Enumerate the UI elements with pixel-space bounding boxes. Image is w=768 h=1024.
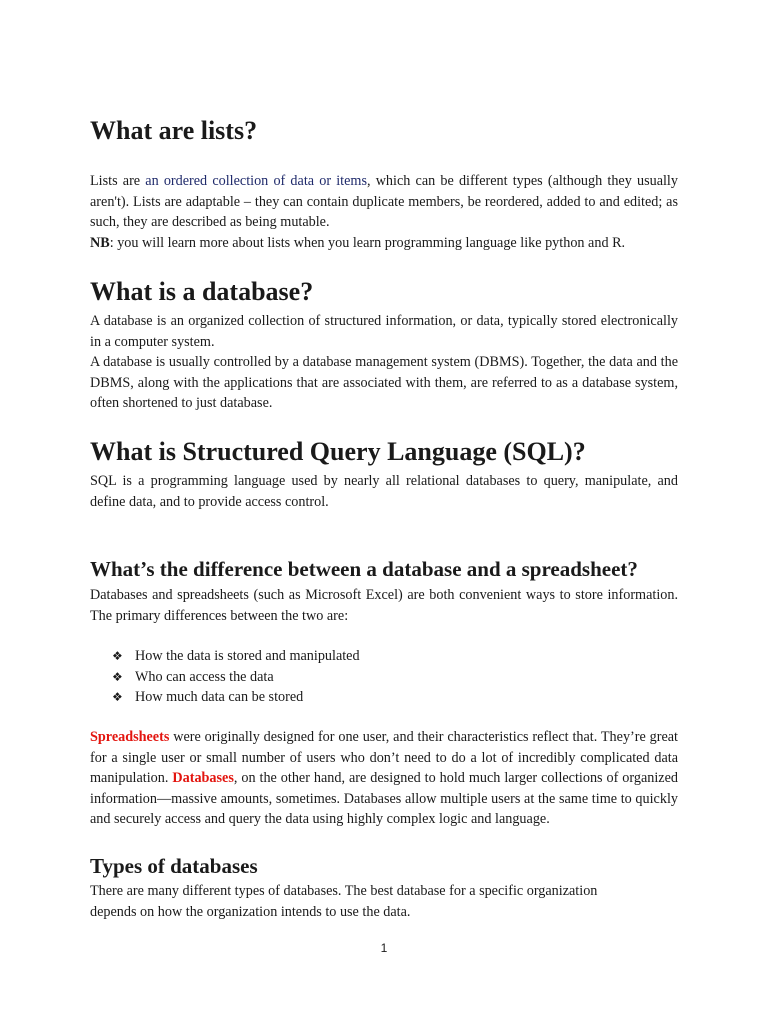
heading-types: Types of databases (90, 854, 258, 878)
list-item (112, 646, 360, 667)
databases-text: , on the other hand, are designed to hold much larger collections of organized information—massive amounts, sometimes. Databases allow multiple users at the same time to quickly and securely access and query the data using highly complex logic and language. (90, 770, 678, 827)
types-paragraph: There are many different types of databases. The best database for a specific organization depends on how the organization intends to use the data. (90, 883, 598, 920)
spreadsheets-label: Spreadsheets (90, 729, 170, 745)
ordered-collection-link[interactable]: an ordered collection of data or items (145, 173, 367, 189)
list-item (112, 687, 360, 708)
diamond-bullet-icon: ❖ (112, 669, 123, 684)
diamond-bullet-icon: ❖ (112, 649, 123, 663)
heading-difference: What’s the difference between a database and a spreadsheet? (90, 557, 638, 581)
spreadsheets-paragraph (90, 727, 678, 830)
database-paragraph-2: A database is usually controlled by a database management system (DBMS). Together, the data and the DBMS, along with the applications that are associated with them, are referred to as a database system, often shortened to just database. (90, 354, 678, 411)
spreadsheets-text: were originally designed for one user, and their characteristics reflect that. They’re great for a single user or small number of users who don’t need to do a lot of incredibly complicated data manipulation. (90, 729, 678, 786)
difference-bullet-list (112, 646, 360, 708)
page-number: 1 (380, 941, 388, 955)
diamond-bullet-icon: ❖ (112, 690, 123, 704)
list-item (112, 667, 360, 688)
sql-paragraph: SQL is a programming language used by nearly all relational databases to query, manipulate, and define data, and to provide access control. (90, 473, 678, 510)
difference-intro: Databases and spreadsheets (such as Microsoft Excel) are both convenient ways to store information. The primary differences between the two are: (90, 587, 678, 624)
nb-paragraph (90, 233, 678, 254)
heading-sql: What is Structured Query Language (SQL)? (90, 437, 586, 466)
heading-database: What is a database? (90, 277, 314, 306)
nb-text: : you will learn more about lists when you learn programming language like python and R. (109, 235, 626, 251)
bullet-text: How much data can be stored (135, 689, 304, 705)
heading-lists: What are lists? (90, 116, 258, 145)
database-paragraph-1: A database is an organized collection of structured information, or data, typically stored electronically in a computer system. (90, 313, 678, 350)
nb-label: NB (90, 235, 110, 251)
bullet-text: Who can access the data (135, 668, 274, 685)
lists-text-rest: , which can be different types (although they usually aren't). Lists are adaptable – they can contain duplicate members, be reordered, added to and edited; as such, they are described as being mutable. (90, 173, 678, 230)
databases-label: Databases (172, 770, 234, 786)
bullet-text: How the data is stored and manipulated (135, 648, 360, 664)
lists-paragraph (90, 171, 678, 233)
lists-text-start: Lists are (90, 173, 146, 189)
